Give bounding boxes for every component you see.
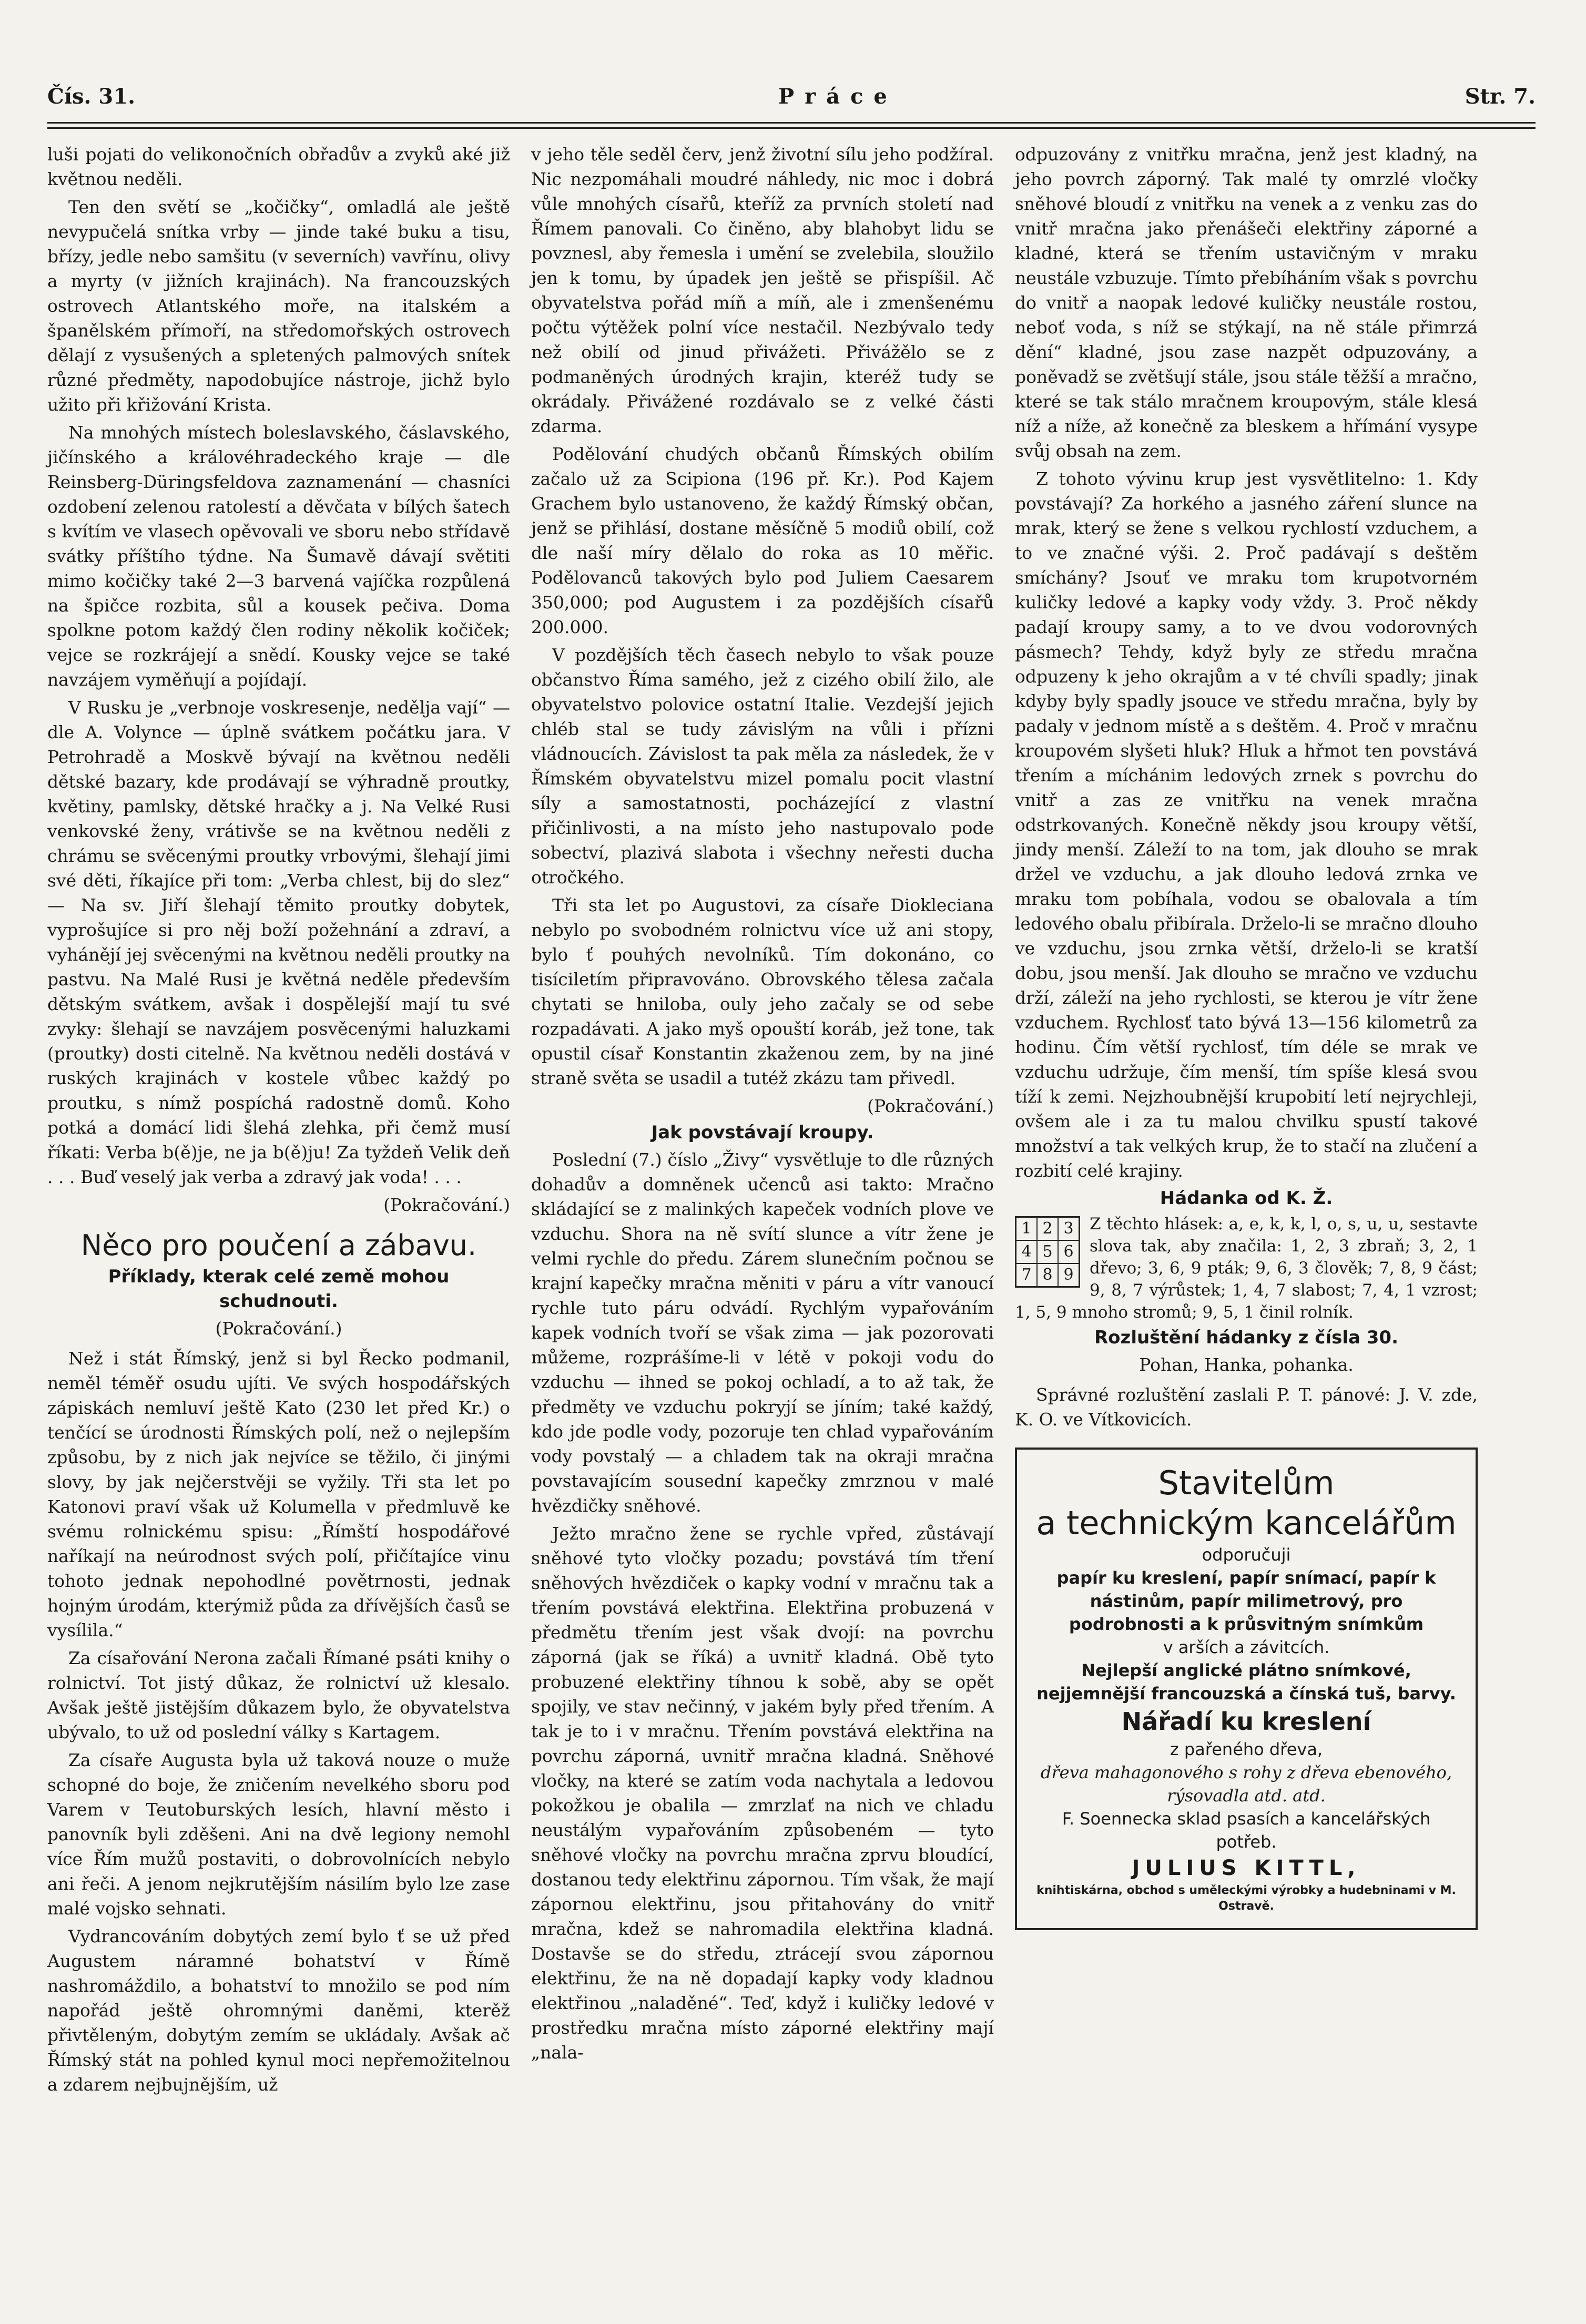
paragraph: odpuzovány z vnitřku mračna, jenž jest kladný, na jeho povrch záporný. Tak malé ty omrzlé vločky sněhové bloudí z vnitřku na venek a z venku zas do vnitř mračna jako přenášeči elektřiny záporné a kladné, která se třením ustavičným v mraku neustále vzbuzuje. Tímto přebíháním však s povrchu do vnitř a naopak ledové kuličky neustále rostou, neboť voda, s níž se stýkají, na ně stále přimrzá dění“ kladné, jsou zase nazpět odpuzovány, a poněvadž se zvětšují stále, jsou stále těžší a mračno, které se tak stálo mračnem kroupovým, stále klesá níž a níže, až konečně za bleskem a hřímání vysype svůj obsah na zem. [1015,144,1478,461]
continuation-note: (Pokračování.) [383,1195,510,1215]
grid-cell: 3 [1058,1217,1079,1240]
paragraph: V Rusku je „verbnoje voskresenje, neděljа vají“ — dle A. Volynce — úplně svátkem počátku jara. V Petrohradě a Moskvě bývají na květnou neděli dětské bazary, kde prodávají se výhradně proutky, květiny, pamlsky, dětské hračky a j. Na Velké Rusi venkovské ženy, vrátivše se na květnou neděli z chrámu se svěcenými proutky vrbovými, šlehají jimi své děti, říkajíce při tom: „Verba chlest, bij do slez“ — Na sv. Jiří šlehají těmito proutky dobytek, vyprošujíce si pro něj boží požehnání a zdraví, a vyhánějí jej svěcenými na květnou neděli proutky na pastvu. Na Malé Rusi je květná neděle především dětským svátkem, avšak i dospělejší mají tu své zvyky: šlehají se navzájem posvěcenými haluzkami (proutky) dosti citelně. Na květnou neděli dostává v ruských krajinách v kostele vůbec každý po proutku, s nímž pospíchá radostně domů. Koho potká a domácí lidi šlehá zlehka, při čemž musí říkati: Verba b(ě)je, ne ja b(ě)ju! Za tyždeň Velik deň . . . Buď veselý jak verba a zdravý jak voda! . . . [47,697,510,1187]
issue-number: Čís. 31. [47,84,135,109]
paragraph: Poslední (7.) číslo „Živy“ vysvětluje to dle různých dohadův a domněnek učenců asi takto: Mračno skládající se z malinkých kapeček vodních plove ve vzduchu. Shora na ně svítí slunce a vítr žene je velmi rychle do předu. Zárem slunečním počnou se krajní kapečky mračna měniti v páru a vítr vanoucí rychle tuto páru odvádí. Rychlým vypařováním kapek vodních tvoří se však zima — jak pozorovati můžeme, rozprášíme-li v létě v pokoji vodu do vzduchu — ihned se pokoj ochladí, a to až tak, že předměty ve vzduchu pokryjí se jíním; také každý, kdo jde podle vody, pozoruje ten chlad vypařováním vody povstalý — a chladem tak na okraji mračna povstavajícím sousední kapečky zmrznou v malé hvězdičky sněhové. [531,1149,994,1516]
puzzle-block [1015,1213,1478,1323]
ad-canvas-ink: Nejlepší anglické plátno snímkové, nejjemnější francouzská a čínská tuš, barvy. [1036,1660,1456,1704]
grid-cell: 8 [1037,1263,1058,1287]
paragraph: luši pojati do velikonočních obřadův a zvyků aké již květnou neděli. [47,144,510,189]
page-number: Str. 7. [1465,84,1536,109]
ad-company: JULIUS KITTL, [1132,1856,1361,1880]
grid-cell: 5 [1037,1240,1058,1263]
paragraph: Za císařování Nerona začali Římané psáti knihy o rolnictví. Tot jistý důkaz, že rolnictví už klesalo. Avšak ještě jistějším důkazem bylo, že obyvatelstva ubývalo, to už od poslední války s Kartagem. [47,1648,510,1742]
column-3 [1015,142,1478,1930]
ad-company-desc: knihtiskárna, obchod s uměleckými výrobky a hudebninami v M. Ostravě. [1036,1884,1456,1913]
masthead-title: Práce [778,84,898,109]
grid-cell: 2 [1037,1217,1058,1240]
advertisement [1015,1448,1478,1930]
paragraph: Podělování chudých občanů Římských obilím začalo už za Scipiona (196 př. Kr.). Pod Kajem Grachem bylo ustanoveno, že každý Římský občan, jenž se přihlásí, dostane měsíčně 5 modiů obilí, což dle naší míry dělalo do roka as 10 měřic. Podělovanců takových bylo pod Juliem Caesarem 350,000; pod Augustem i za pozdějších císařů 200.000. [531,444,994,637]
ad-wood: z pařeného dřeva, [1170,1739,1323,1759]
grid-cell: 7 [1016,1263,1037,1287]
paragraph: Tři sta let po Augustovi, za císaře Diokleciana nebylo po svobodném rolnictvu více už ani stopy, bylo ť pouhých nevolníků. Tím dokonáno, co tisíciletím připravováno. Obrovského tělesa začala chytati se hniloba, ouly jeho začaly se od sebe rozpadávati. A jako myš opouští koráb, jež tone, tak opustil císař Konstantin zkaženou zem, by na jiné straně světa se usadil a tutéž zkázu tam přivedl. [531,895,994,1088]
solution-senders: Správné rozluštění zaslali P. T. pánové: J. V. zde, K. O. ve Vítkovicích. [1015,1384,1478,1430]
paragraph: Než i stát Římský, jenž si byl Řecko podmanil, neměl téměř osudu ujíti. Ve svých hospodářských zápiskách nemluví ještě Kato (230 let před Kr.) o tenčící se úrodnosti Římských polí, než o nejlepším způsobu, by z nich jak nejvíce se těžilo, či jinými slovy, by jak nejčerstvěji se vyžily. Tři sta let po Katonovi praví však už Kolumella v předmluvě ke svému rolnickému spisu: „Římští hospodářové naříkají na neúrodnost svých polí, přičítajíce vinu tohoto jednak nepohodlné povětrnosti, jednak hojným úrodám, kterýmiž půda za dřívějších časů se vysílila.“ [47,1348,510,1640]
ad-store: F. Soennecka sklad psasích a kancelářských potřeb. [1062,1809,1431,1852]
header-rule-thin [47,127,1536,129]
column-1 [47,142,510,2100]
section-title: Něco pro poučení a zábavu. [80,1229,477,1262]
paragraph: Z tohoto vývinu krup jest vysvětlitelno: 1. Kdy povstávají? Za horkého a jasného záření slunce na mrak, který se žene s velkou rychlostí vzduchem, a to ve značné výši. 2. Proč padávají s deštěm smíchány? Jsouť ve mraku tom krupotvorném kuličky ledové a kapky vody vždy. 3. Proč někdy padají kroupy samy, a to ve dvou vodorovných pásmech? Tehdy, když byly ze středu mračna odpuzeny k jeho okrajům a v té chvíli spadly; jinak kdyby byly spadly jsouce ve středu mračna, byly by padaly v jednom místě a s deštěm. 4. Proč v mračnu kroupovém slyšeti hluk? Hluk a hřmot ten povstává třením a míchánim ledových zrnek s povrchu do vnitř a zas ze vnitřku na venek mračna odstrkovaných. Konečně někdy jsou kroupy větší, jindy menší. Záleží to na tom, jak dlouho se mrak držel ve vzduchu, a jak dlouho ledová zrnka ve mraku tom pobíhala, vodou se obalovala a tím ledového obalu přibírala. Drželo-li se mračno dlouho ve vzduchu, jsou zrnka větší, drželo-li se kratší dobu, jsou menší. Jak dlouho se mračno ve vzduchu drží, záleží na jeho rychlosti, se kterou je vítr žene vzduchem. Rychlosť tato bývá 13—156 kilometrů za hodinu. Čím větší rychlosť, tím déle se mrak ve vzduchu udržuje, čím menší, tím spíše klesá svou tíží k zemi. Nejzhoubnější krupobití letí nejrychleji, ovšem ale i za tu malou chvilku spustí takové množství a tak velkých krup, že to stačí na zlučení a rozbití celé krajiny. [1015,468,1478,1181]
ad-title: Stavitelům [1158,1464,1335,1502]
article-note: (Pokračování.) [215,1318,342,1339]
puzzle-text: Z těchto hlásek: a, e, k, k, l, o, s, u, u, sestavte slova tak, aby značila: 1, 2, 3 zbraň; 3, 2, 1 dřevo; 3, 6, 9 pták; 9, 6, 3 člověk; 7, 8, 9 část; 9, 8, 7 výrůstek; 1, 4, 7 slabost; 7, 4, 1 vzrost; 1, 5, 9 mnoho stromů; 9, 5, 1 činil rolník. [1015,1215,1478,1322]
column-2 [531,142,994,2068]
ad-heading: Nářadí ku kreslení [1121,1707,1371,1736]
header-rule [47,122,1536,124]
article-title: Jak povstávají kroupy. [651,1122,874,1143]
grid-cell: 9 [1058,1263,1079,1287]
ad-recommends: odporučuji [1202,1545,1291,1565]
grid-cell: 1 [1016,1217,1037,1240]
ad-tools: dřeva mahagonového s rohy z dřeva ebenového, rýsovadla atd. atd. [1040,1762,1452,1806]
paragraph: Na mnohých místech boleslavského, čáslavského, jičínského a královéhradeckého kraje — dle Reinsberg-Düringsfeldova zaznamenání — chasníci ozdobení zelenou ratolestí a děvčata v bílých šatech s kvítím ve vlasech opěvovali ve sboru nebo střídavě svátky příštího týdne. Na Šumavě dávají světiti mimo kočičky také 2—3 barvená vajíčka rozpůlená na špičce rozbita, sůl a kousek pečiva. Doma spolkne potom každý člen rodiny několik kočiček; vejce se rozkrájejí a snědí. Kousky vejce se také navzájem vyměňují a pojídají. [47,422,510,690]
puzzle-title: Hádanka od K. Ž. [1160,1188,1333,1209]
ad-paper-format: v arších a závitcích. [1163,1637,1330,1657]
puzzle-grid [1015,1216,1080,1288]
paragraph: V pozdějších těch časech nebylo to však pouze občanstvo Říma samého, jež z cizého obilí žilo, ale obyvatelstvo polovice ostatní Italie. Vezdejší jejich chléb stal se tudy závislým na vůli i přízni vládnoucích. Závislost ta pak měla za následek, že v Římském obyvatelstvu mizel pomalu pocit vlastní síly a samostatnosti, pocházející z vlastní přičinlivosti, a na místo jeho nastupovalo pode sobectví, plazivá slabota i všechny neřesti ducha otročkého. [531,645,994,888]
paragraph: v jeho těle seděl červ, jenž životní sílu jeho podžíral. Nic nezpomáhali moudré náhledy, nic moc i dobrá vůle mnohých císařů, kteříž za prvních století nad Římem panovali. Co činěno, aby blahobyt lidu se povznesl, aby řemesla i umění se zvelebila, sloužilo jen k tomu, by úpadek jen ještě se přispíšil. Ač obyvatelstva pořád míň a míň, ale i zmenšenému počtu výtěžek polní více nestačil. Nezbývalo tedy než obilí od jinud přivážeti. Přivážělo se z podmaněných úrodných krajin, kteréž tudy se okrádaly. Přivážené rozdávalo se z velké části zdarma. [531,144,994,436]
paragraph: Za císaře Augusta byla už taková nouze o muže schopné do boje, že zničením nevelkého sboru pod Varem v Teutoburských lesích, hlavní město i panovník byli zděšeni. Ani na dvě legiony nemohl více Řím mužů postaviti, o dobrovolnících nebylo ani řeči. A jenom nejkrutějším násilím bylo lze zase malé vojsko sehnati. [47,1750,510,1919]
article-title: Příklady, kterak celé země mohou schudnouti. [108,1266,450,1312]
ad-paper-list: papír ku kreslení, papír snímací, papír k nástinům, papír milimetrový, pro podrobnosti a k průsvitným snímkům [1056,1568,1436,1634]
continuation-note: (Pokračování.) [867,1096,994,1116]
ad-subtitle: a technickým kancelářům [1036,1504,1457,1542]
solution-answer: Pohan, Hanka, pohanka. [1139,1354,1354,1375]
paragraph: Ten den světí se „kočičky“, omladlá ale ještě nevypučelá snítka vrby — jinde také buku a tisu, břízy, jedle nebo samšitu (v severních) vavřínu, olivy a myrty (v jižních krajinách). Na francouzských ostrovech Atlantského moře, na italském a španělském přímoří, na středomořských ostrovech dělají z vysušených a spletených palmových snítek různé předměty, napodobujíce nástroje, jichž bylo užito při křižování Krista. [47,197,510,415]
solution-title: Rozluštění hádanky z čísla 30. [1094,1327,1399,1348]
page-header [47,84,1536,121]
grid-cell: 6 [1058,1240,1079,1263]
paragraph: Vydrancováním dobytých zemí bylo ť se už před Augustem náramné bohatství v Římě nashromáždilo, a bohatství to množilo se pod ním napořád ještě ohromnými daněmi, kterěž přivtěleným, dobytým zemím se ukládaly. Avšak ač Římský stát na pohled kynul moci nepřemožitelnou a zdarem nejbujnějším, už [47,1926,510,2095]
paragraph: Ježto mračno žene se rychle vpřed, zůstávají sněhové tyto vločky pozadu; povstává tím tření sněhových hvězdiček o kapky vodní v mračnu tak a třením povstává elektřina. Elektřina probuzená v předmětu třením jest však dvojí: na povrchu záporná (jak se říká) a uvnitř kladná. Obě tyto probuzené elektřiny tíhnou k sobě, aby se opět spojily, ve stav nečinný, v jakém byly před třením. A tak je to i v mračnu. Třením povstává elektřina na povrchu záporná, uvnitř mračna kladná. Sněhové vločky, na které se zatím voda nachytala a ledovou pokožkou je obalila — zmrzlať na nich ve chladu neustálým vypařováním způsobeném — tyto sněhové vločky na povrchu mračna zprvu bloudící, dostanou tedy elektřinu zápornou. Tím však, že mají zápornou elektřinu, jsou přitahovány do vnitř mračna, kdež se nahromadila elektřina kladná. Dostavše se do středu, ztrácejí svou zápornou elektřinu, že na ně dopadají kapky vody kladnou elektřinou „naladěné“. Teď, když i kuličky ledové v prostředku mračna místo záporné elektřiny mají „nala- [531,1523,994,2063]
grid-cell: 4 [1016,1240,1037,1263]
